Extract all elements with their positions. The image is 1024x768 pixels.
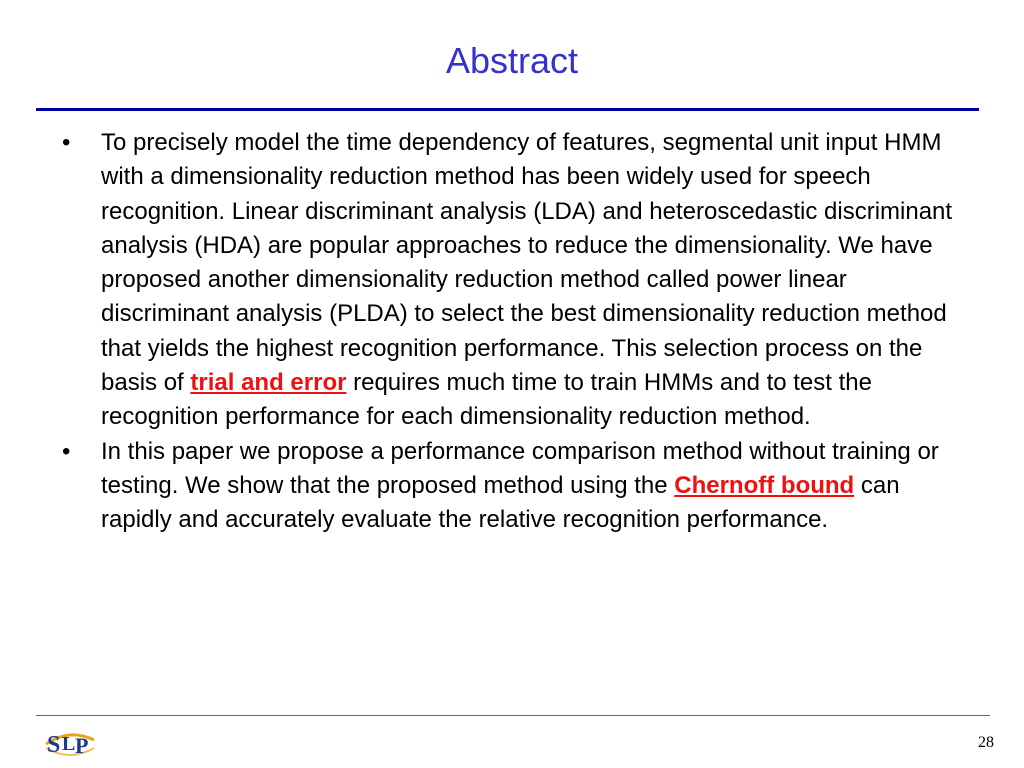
bullet-list	[62, 126, 972, 538]
bullet-item	[62, 126, 972, 435]
bullet-text-after: requires much time to train HMMs and to test the recognition performance for each dimensionality reduction method.	[101, 369, 872, 431]
bullet-text-before: In this paper we propose a performance comparison method without training or testing. We show that the proposed method using the	[101, 437, 939, 499]
logo-letter: L	[62, 733, 76, 755]
slide-title: Abstract	[445, 40, 579, 81]
bullet-marker: •	[62, 437, 71, 465]
bullet-item	[62, 435, 972, 538]
bullet-text-after: can rapidly and accurately evaluate the relative recognition performance.	[101, 471, 900, 534]
bullet-text-before: To precisely model the time dependency of features, segmental unit input HMM with a dimensionality reduction method has been widely used for speech recognition. Linear discriminant analysis (LDA) and heteroscedastic discriminant analysis (HDA) are popular approaches to reduce the dimensionality. We have proposed another dimensionality reduction method called power linear discriminant analysis (PLDA) to select the best dimensionality reduction method that yields the highest recognition performance. This selection process on the basis of	[101, 129, 953, 397]
logo-letter: S	[47, 732, 61, 758]
highlight-term[interactable]: trial and error	[190, 369, 347, 397]
title-divider	[36, 108, 979, 111]
slp-logo	[42, 722, 98, 762]
bullet-marker: •	[62, 129, 71, 156]
page-number: 28	[978, 734, 994, 751]
highlight-term[interactable]: Chernoff bound	[674, 471, 855, 499]
footer-divider	[36, 715, 990, 716]
logo-letter: P	[75, 733, 89, 758]
